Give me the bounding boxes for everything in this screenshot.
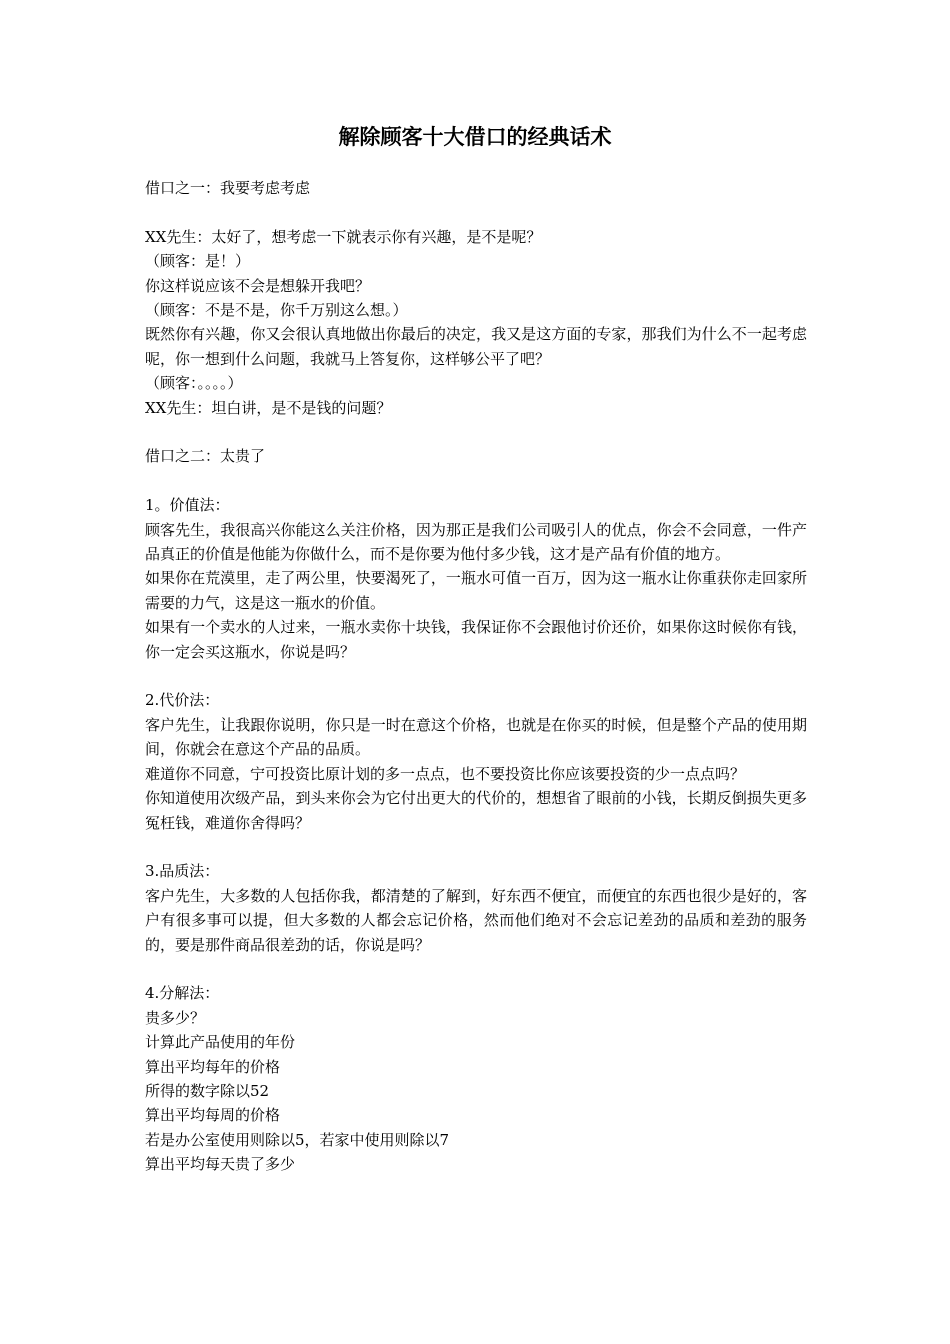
paragraph-gap bbox=[145, 200, 807, 224]
dialogue-line: XX先生：太好了，想考虑一下就表示你有兴趣，是不是呢？ bbox=[145, 227, 542, 246]
dialogue-line: （顾客：是！） bbox=[145, 252, 251, 271]
body-paragraph: 如果你在荒漠里，走了两公里，快要渴死了，一瓶水可值一百万，因为这一瓶水让你重获你走回家所需要的力气，这是这一瓶水的价值。 bbox=[145, 569, 807, 612]
method-heading: 2.代价法： bbox=[145, 691, 220, 710]
list-item: 算出平均每周的价格 bbox=[145, 1106, 281, 1125]
body-paragraph: 如果有一个卖水的人过来，一瓶水卖你十块钱，我保证你不会跟他讨价还价，如果你这时候你有钱，你一定会买这瓶水，你说是吗？ bbox=[145, 618, 807, 661]
body-paragraph: 难道你不同意，宁可投资比原计划的多一点点，也不要投资比你应该要投资的少一点点吗？ bbox=[145, 764, 746, 783]
paragraph-gap bbox=[145, 420, 807, 444]
method-heading: 1。价值法： bbox=[145, 496, 230, 515]
body-paragraph: 客户先生，让我跟你说明，你只是一时在意这个价格，也就是在你买的时候，但是整个产品的使用期间，你就会在意这个产品的品质。 bbox=[145, 715, 807, 759]
paragraph-gap bbox=[145, 664, 807, 688]
body-paragraph: 顾客先生，我很高兴你能这么关注价格，因为那正是我们公司吸引人的优点，你会不会同意，一件产品真正的价值是他能为你做什么，而不是你要为他付多少钱，这才是产品有价值的地方。 bbox=[145, 520, 807, 564]
excuse-1-heading: 借口之一：我要考虑考虑 bbox=[145, 179, 311, 197]
dialogue-line: XX先生：坦白讲，是不是钱的问题？ bbox=[145, 398, 392, 417]
dialogue-line: 既然你有兴趣，你又会很认真地做出你最后的决定，我又是这方面的专家，那我们为什么不一起考虑呢，你一想到什么问题，我就马上答复你，这样够公平了吧？ bbox=[145, 325, 807, 368]
document-title: 解除顾客十大借口的经典话术 bbox=[338, 125, 612, 149]
list-item: 计算此产品使用的年份 bbox=[145, 1033, 296, 1052]
paragraph-gap bbox=[145, 957, 807, 981]
dialogue-line: （顾客：。。。。） bbox=[145, 374, 243, 393]
list-item: 所得的数字除以52 bbox=[145, 1081, 270, 1100]
document-body bbox=[145, 176, 807, 1177]
paragraph-gap bbox=[145, 469, 807, 493]
list-item: 算出平均每年的价格 bbox=[145, 1057, 281, 1076]
list-item: 若是办公室使用则除以5，若家中使用则除以7 bbox=[145, 1130, 450, 1149]
list-item: 贵多少？ bbox=[145, 1008, 206, 1027]
method-heading: 3.品质法： bbox=[145, 862, 220, 881]
list-item: 算出平均每天贵了多少 bbox=[145, 1155, 296, 1174]
dialogue-line: （顾客：不是不是，你千万别这么想。） bbox=[145, 301, 408, 320]
excuse-2-heading: 借口之二：太贵了 bbox=[145, 447, 266, 466]
method-heading: 4.分解法： bbox=[145, 984, 220, 1003]
paragraph-gap bbox=[145, 835, 807, 859]
body-paragraph: 你知道使用次级产品，到头来你会为它付出更大的代价的，想想省了眼前的小钱，长期反倒损失更多冤枉钱，难道你舍得吗？ bbox=[145, 789, 807, 832]
body-paragraph: 客户先生，大多数的人包括你我，都清楚的了解到，好东西不便宜，而便宜的东西也很少是好的，客户有很多事可以提，但大多数的人都会忘记价格，然而他们绝对不会忘记差劲的品质和差劲的服务的，要是那件商品很差劲的话，你说是吗？ bbox=[145, 886, 807, 954]
dialogue-line: 你这样说应该不会是想躲开我吧？ bbox=[145, 276, 371, 295]
